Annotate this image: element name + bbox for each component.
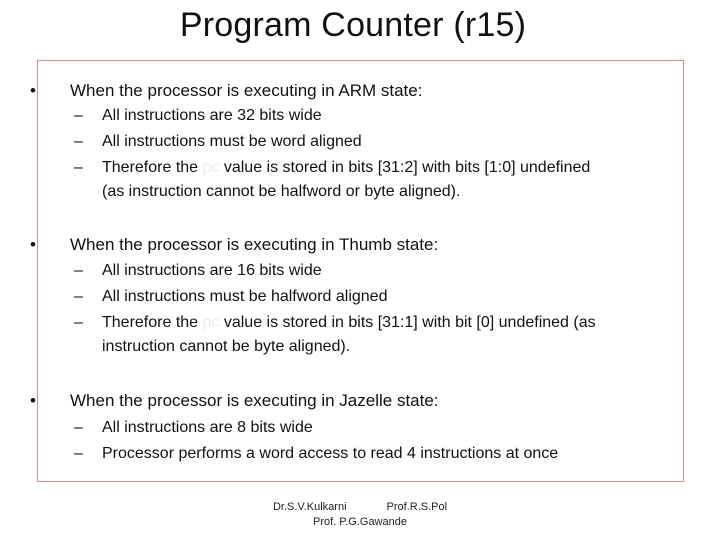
bullet-heading: When the processor is executing in Thumb state: (70, 235, 439, 254)
slide-title: Program Counter (r15) (179, 6, 527, 44)
sub-item-text: Therefore the pc value is stored in bits [31:2] with bits [1:0] undefined (as instruction cannot be halfword or byte aligned). (102, 159, 591, 200)
dash-marker: – (74, 133, 83, 150)
bullet-dot: • (30, 391, 36, 410)
dash-marker: – (74, 419, 83, 436)
dash-marker: – (74, 159, 83, 176)
bullet-dot: • (30, 235, 36, 254)
sub-item-text: All instructions are 16 bits wide (102, 262, 322, 279)
pc-word: pc (202, 314, 220, 331)
pc-word: pc (202, 159, 220, 176)
dash-marker: – (74, 262, 83, 279)
bullet-dot: • (30, 81, 36, 100)
sub-item-text: Therefore the pc value is stored in bits [31:1] with bit [0] undefined (as instruction cannot be byte aligned). (102, 314, 596, 355)
footer-author: Dr.S.V.Kulkarni (272, 501, 347, 513)
dash-marker: – (74, 288, 83, 305)
footer-credits (250, 500, 470, 530)
bullet-heading: When the processor is executing in ARM state: (70, 81, 423, 100)
sub-item-text: All instructions are 32 bits wide (102, 107, 322, 124)
sub-item-text: All instructions must be halfword aligned (102, 288, 388, 305)
dash-marker: – (74, 445, 83, 462)
sub-item-text: All instructions must be word aligned (102, 133, 362, 150)
footer-author: Prof.R.S.Pol (386, 501, 448, 513)
sub-item-text: All instructions are 8 bits wide (102, 419, 313, 436)
dash-marker: – (74, 314, 83, 331)
bullet-heading: When the processor is executing in Jazelle state: (70, 391, 439, 410)
sub-item-text: Processor performs a word access to read 4 instructions at once (102, 445, 559, 462)
footer-author: Prof. P.G.Gawande (313, 516, 407, 528)
dash-marker: – (74, 107, 83, 124)
